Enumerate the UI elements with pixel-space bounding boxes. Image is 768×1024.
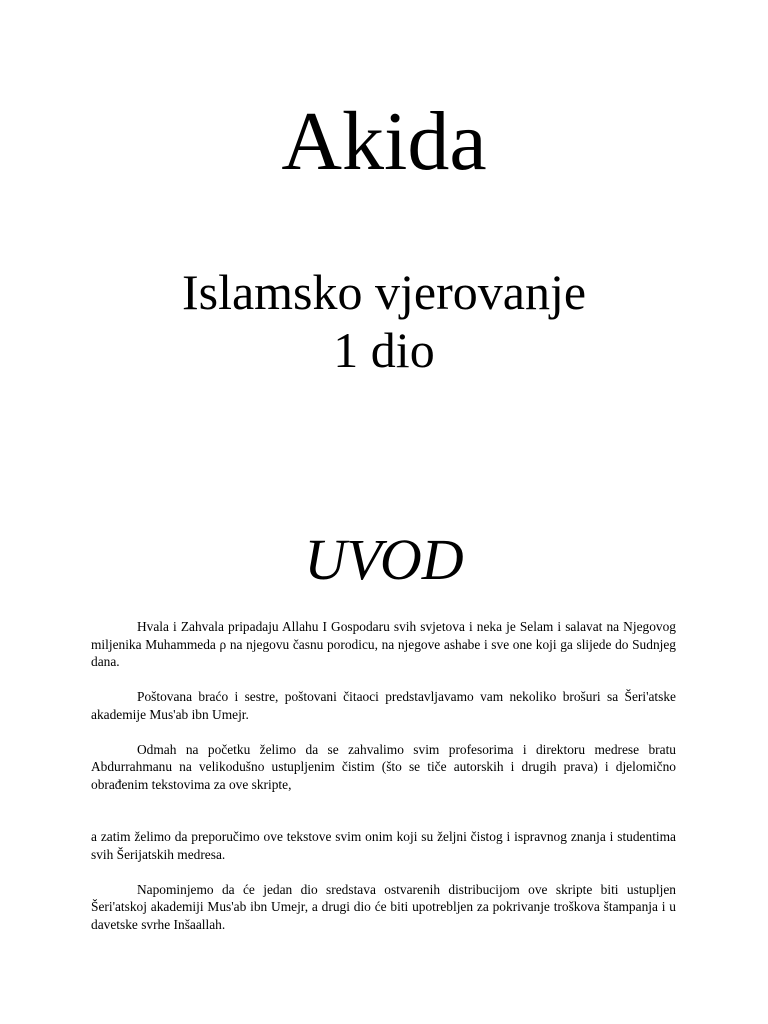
document-title: Akida (281, 95, 487, 188)
subtitle-line-1: Islamsko vjerovanje (181, 264, 587, 320)
paragraph-5: Napominjemo da će jedan dio sredstava ostvarenih distribucijom ove skripte biti ustupljen Šeri'atskoj akademiji Mus'ab ibn Umejr, a drugi dio će biti upotrebljen za pokrivanje troškova štampanja i u davetske svrhe Inšaallah. (91, 881, 676, 932)
section-heading-uvod: UVOD (304, 527, 464, 592)
paragraph-1: Hvala i Zahvala pripadaju Allahu I Gospodaru svih svjetova i neka je Selam i salavat na Njegovog miljenika Muhammeda ρ na njegovu časnu porodicu, na njegove ashabe i sve one koji ga slijede do Sudnjeg dana. (91, 619, 676, 669)
subtitle-line-2: 1 dio (333, 322, 435, 378)
paragraph-4: a zatim želimo da preporučimo ove tekstove svim onim koji su željni čistog i ispravnog znanja i studentima svih Šerijatskih medresa. (91, 829, 676, 862)
document-body (91, 618, 676, 933)
document-subtitle (0, 263, 768, 379)
paragraph-3: Odmah na početku želimo da se zahvalimo svim profesorima i direktoru medrese bratu Abdurrahmanu na velikodušno ustupljenim čistim (što se tiče autorskih i drugih prava) i djelomično obrađenim tekstovima za ove skripte, (91, 741, 676, 792)
paragraph-2: Poštovana braćo i sestre, poštovani čitaoci predstavljavamo vam nekoliko brošuri sa Šeri'atske akademije Mus'ab ibn Umejr. (91, 689, 676, 722)
